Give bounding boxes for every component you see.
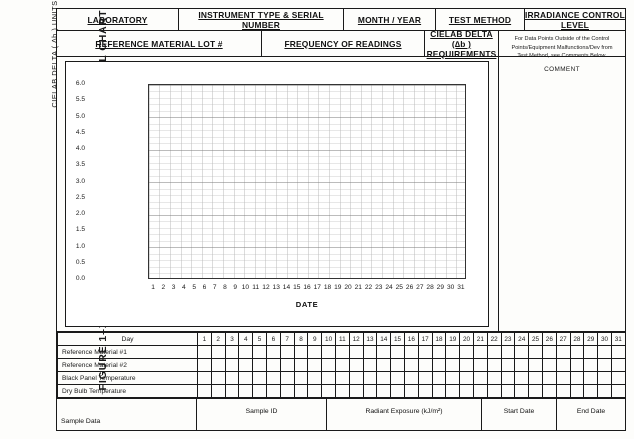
y-tick-5.5: 5.5 bbox=[75, 96, 85, 104]
table-day-15: 15 bbox=[391, 333, 405, 346]
table-cell[interactable] bbox=[280, 346, 294, 359]
table-day-4: 4 bbox=[239, 333, 253, 346]
table-day-25: 25 bbox=[529, 333, 543, 346]
chart-y-axis-label: CIELAB DELTA ( ∆b ) UNITS bbox=[50, 0, 59, 108]
table-cell[interactable] bbox=[473, 385, 487, 398]
table-row bbox=[58, 359, 626, 372]
table-cell[interactable] bbox=[280, 385, 294, 398]
table-cell[interactable] bbox=[363, 372, 377, 385]
table-cell[interactable] bbox=[377, 372, 391, 385]
table-cell[interactable] bbox=[446, 359, 460, 372]
table-cell[interactable] bbox=[460, 359, 474, 372]
header-laboratory-label: LABORATORY bbox=[87, 14, 148, 25]
table-cell[interactable] bbox=[542, 359, 556, 372]
table-day-28: 28 bbox=[570, 333, 584, 346]
x-tick-24: 24 bbox=[385, 284, 393, 291]
y-tick-3.5: 3.5 bbox=[75, 161, 85, 169]
table-cell[interactable] bbox=[266, 346, 280, 359]
table-cell[interactable] bbox=[611, 372, 625, 385]
table-cell[interactable] bbox=[308, 372, 322, 385]
table-cell[interactable] bbox=[432, 385, 446, 398]
table-day-6: 6 bbox=[266, 333, 280, 346]
table-day-12: 12 bbox=[349, 333, 363, 346]
table-cell[interactable] bbox=[211, 385, 225, 398]
table-day-3: 3 bbox=[225, 333, 239, 346]
table-day-23: 23 bbox=[501, 333, 515, 346]
table-cell[interactable] bbox=[253, 346, 267, 359]
table-cell[interactable] bbox=[377, 346, 391, 359]
table-cell[interactable] bbox=[253, 372, 267, 385]
x-tick-17: 17 bbox=[313, 284, 321, 291]
table-cell[interactable] bbox=[294, 346, 308, 359]
table-cell[interactable] bbox=[570, 385, 584, 398]
table-day-29: 29 bbox=[584, 333, 598, 346]
header-laboratory bbox=[57, 9, 179, 30]
table-cell[interactable] bbox=[349, 385, 363, 398]
table-cell[interactable] bbox=[584, 385, 598, 398]
table-cell[interactable] bbox=[515, 346, 529, 359]
x-tick-30: 30 bbox=[446, 284, 455, 291]
table-row-label: Dry Bulb Temperature bbox=[58, 385, 198, 398]
table-cell[interactable] bbox=[239, 372, 253, 385]
footer-start-date[interactable]: Start Date bbox=[482, 399, 557, 430]
table-cell[interactable] bbox=[198, 359, 212, 372]
table-cell[interactable] bbox=[487, 372, 501, 385]
table-row bbox=[58, 372, 626, 385]
table-cell[interactable] bbox=[308, 385, 322, 398]
footer-strip bbox=[57, 398, 625, 430]
x-tick-1: 1 bbox=[151, 284, 155, 291]
table-cell[interactable] bbox=[542, 372, 556, 385]
table-cell[interactable] bbox=[501, 346, 515, 359]
table-cell[interactable] bbox=[239, 346, 253, 359]
comment-box[interactable] bbox=[498, 31, 625, 331]
table-cell[interactable] bbox=[225, 372, 239, 385]
table-cell[interactable] bbox=[349, 359, 363, 372]
y-tick-4.5: 4.5 bbox=[75, 128, 85, 136]
table-cell[interactable] bbox=[460, 385, 474, 398]
table-row-label: Reference Material #2 bbox=[58, 359, 198, 372]
table-day-11: 11 bbox=[335, 333, 349, 346]
table-cell[interactable] bbox=[322, 359, 336, 372]
x-tick-6: 6 bbox=[202, 284, 207, 291]
table-day-17: 17 bbox=[418, 333, 432, 346]
table-cell[interactable] bbox=[515, 372, 529, 385]
table-cell[interactable] bbox=[363, 346, 377, 359]
table-cell[interactable] bbox=[611, 359, 625, 372]
table-header-row bbox=[58, 333, 626, 346]
x-tick-8: 8 bbox=[223, 284, 227, 291]
table-cell[interactable] bbox=[529, 372, 543, 385]
table-cell[interactable] bbox=[584, 372, 598, 385]
table-cell[interactable] bbox=[584, 346, 598, 359]
comment-line-3: Test Method, see Comments Below. bbox=[517, 53, 607, 60]
table-cell[interactable] bbox=[418, 359, 432, 372]
table-cell[interactable] bbox=[391, 359, 405, 372]
table-day-10: 10 bbox=[322, 333, 336, 346]
table-cell[interactable] bbox=[322, 385, 336, 398]
table-cell[interactable] bbox=[487, 385, 501, 398]
table-day-24: 24 bbox=[515, 333, 529, 346]
x-tick-31: 31 bbox=[457, 284, 465, 291]
x-tick-29: 29 bbox=[436, 284, 445, 291]
table-cell[interactable] bbox=[446, 385, 460, 398]
table-day-22: 22 bbox=[487, 333, 501, 346]
table-row-label: Reference Material #1 bbox=[58, 346, 198, 359]
table-cell[interactable] bbox=[598, 346, 612, 359]
table-day-20: 20 bbox=[460, 333, 474, 346]
chart-x-axis-label: DATE bbox=[295, 300, 319, 309]
table-cell[interactable] bbox=[460, 372, 474, 385]
y-tick-1.5: 1.5 bbox=[75, 226, 85, 234]
table-day-13: 13 bbox=[363, 333, 377, 346]
table-cell[interactable] bbox=[570, 372, 584, 385]
table-day-26: 26 bbox=[542, 333, 556, 346]
table-cell[interactable] bbox=[460, 346, 474, 359]
table-row bbox=[58, 346, 626, 359]
x-tick-5: 5 bbox=[192, 284, 196, 291]
table-day-31: 31 bbox=[611, 333, 625, 346]
table-cell[interactable] bbox=[335, 385, 349, 398]
table-row-label: Black Panel Temperature bbox=[58, 372, 198, 385]
table-cell[interactable] bbox=[570, 359, 584, 372]
table-cell[interactable] bbox=[432, 346, 446, 359]
header-test-method bbox=[436, 9, 525, 30]
table-day-2: 2 bbox=[211, 333, 225, 346]
table-cell[interactable] bbox=[446, 372, 460, 385]
table-cell[interactable] bbox=[239, 385, 253, 398]
table-cell[interactable] bbox=[529, 346, 543, 359]
chart-gridlines bbox=[149, 85, 465, 278]
table-cell[interactable] bbox=[611, 346, 625, 359]
table-cell[interactable] bbox=[473, 359, 487, 372]
table-cell[interactable] bbox=[294, 372, 308, 385]
table-cell[interactable] bbox=[529, 385, 543, 398]
table-day-5: 5 bbox=[253, 333, 267, 346]
table-cell[interactable] bbox=[570, 346, 584, 359]
table-cell[interactable] bbox=[404, 359, 418, 372]
header-row-1 bbox=[57, 9, 625, 31]
table-cell[interactable] bbox=[404, 372, 418, 385]
table-cell[interactable] bbox=[363, 359, 377, 372]
y-tick-1.0: 1.0 bbox=[75, 242, 85, 250]
x-tick-16: 16 bbox=[303, 284, 311, 291]
table-row bbox=[58, 385, 626, 398]
x-tick-19: 19 bbox=[334, 284, 342, 291]
table-day-header: Day bbox=[58, 333, 198, 346]
table-cell[interactable] bbox=[266, 372, 280, 385]
x-tick-4: 4 bbox=[182, 284, 186, 291]
x-tick-21: 21 bbox=[354, 284, 362, 291]
table-cell[interactable] bbox=[363, 385, 377, 398]
table-day-1: 1 bbox=[198, 333, 212, 346]
table-cell[interactable] bbox=[473, 372, 487, 385]
form-frame bbox=[50, 0, 626, 431]
y-tick-4.0: 4.0 bbox=[75, 145, 85, 152]
table-cell[interactable] bbox=[377, 359, 391, 372]
table-day-16: 16 bbox=[404, 333, 418, 346]
data-table bbox=[57, 332, 626, 398]
table-cell[interactable] bbox=[391, 346, 405, 359]
header-ref-lot-label: REFERENCE MATERIAL LOT # bbox=[95, 38, 223, 49]
table-cell[interactable] bbox=[584, 359, 598, 372]
table-day-30: 30 bbox=[598, 333, 612, 346]
table-cell[interactable] bbox=[349, 372, 363, 385]
table-day-14: 14 bbox=[377, 333, 391, 346]
table-cell[interactable] bbox=[391, 385, 405, 398]
table-cell[interactable] bbox=[239, 359, 253, 372]
x-tick-27: 27 bbox=[416, 284, 424, 291]
x-tick-22: 22 bbox=[364, 284, 373, 291]
x-tick-15: 15 bbox=[293, 284, 301, 291]
table-cell[interactable] bbox=[515, 385, 529, 398]
table-cell[interactable] bbox=[253, 359, 267, 372]
table-cell[interactable] bbox=[211, 359, 225, 372]
x-tick-18: 18 bbox=[323, 284, 332, 291]
table-cell[interactable] bbox=[404, 385, 418, 398]
table-cell[interactable] bbox=[418, 372, 432, 385]
table-day-27: 27 bbox=[556, 333, 570, 346]
table-cell[interactable] bbox=[611, 385, 625, 398]
header-reference-material-lot bbox=[57, 31, 262, 56]
header-test-method-label: TEST METHOD bbox=[448, 14, 512, 25]
x-tick-25: 25 bbox=[395, 284, 403, 291]
header-month-year-label: MONTH / YEAR bbox=[357, 14, 422, 25]
table-cell[interactable] bbox=[598, 359, 612, 372]
x-tick-7: 7 bbox=[212, 284, 217, 291]
table-cell[interactable] bbox=[432, 359, 446, 372]
comment-line-2: Points/Equipment Malfunctions/Dev from bbox=[511, 44, 613, 51]
table-cell[interactable] bbox=[377, 385, 391, 398]
table-cell[interactable] bbox=[308, 359, 322, 372]
header-month-year bbox=[344, 9, 436, 30]
x-tick-12: 12 bbox=[262, 284, 270, 291]
table-cell[interactable] bbox=[280, 359, 294, 372]
table-cell[interactable] bbox=[308, 346, 322, 359]
table-cell[interactable] bbox=[501, 359, 515, 372]
header-instrument bbox=[179, 9, 344, 30]
table-cell[interactable] bbox=[253, 385, 267, 398]
footer-radiant-exposure[interactable]: Radiant Exposure (kJ/m²) bbox=[327, 399, 482, 430]
table-cell[interactable] bbox=[487, 359, 501, 372]
header-cielab-delta-requirements bbox=[425, 28, 498, 59]
table-cell[interactable] bbox=[391, 372, 405, 385]
table-cell[interactable] bbox=[556, 385, 570, 398]
data-table-region bbox=[57, 331, 625, 430]
table-cell[interactable] bbox=[322, 372, 336, 385]
table-cell[interactable] bbox=[556, 359, 570, 372]
table-cell[interactable] bbox=[198, 385, 212, 398]
table-cell[interactable] bbox=[322, 346, 336, 359]
table-cell[interactable] bbox=[198, 346, 212, 359]
header-instrument-label: INSTRUMENT TYPE & SERIAL NUMBER bbox=[198, 9, 324, 30]
table-cell[interactable] bbox=[446, 346, 460, 359]
table-cell[interactable] bbox=[266, 359, 280, 372]
x-tick-28: 28 bbox=[426, 284, 434, 291]
y-tick-3.0: 3.0 bbox=[75, 177, 85, 185]
table-cell[interactable] bbox=[487, 346, 501, 359]
header-frequency-label: FREQUENCY OF READINGS bbox=[284, 38, 402, 49]
table-cell[interactable] bbox=[501, 372, 515, 385]
header-irradiance-label: IRRADIANCE CONTROL LEVEL bbox=[525, 9, 625, 30]
table-cell[interactable] bbox=[335, 359, 349, 372]
x-tick-10: 10 bbox=[241, 284, 250, 291]
y-tick-6.0: 6.0 bbox=[75, 80, 85, 87]
table-cell[interactable] bbox=[515, 359, 529, 372]
x-tick-11: 11 bbox=[252, 284, 260, 291]
sample-data-label: Sample Data bbox=[57, 399, 197, 430]
footer-end-date[interactable]: End Date bbox=[576, 408, 606, 415]
y-tick-0.5: 0.5 bbox=[75, 258, 85, 266]
table-cell[interactable] bbox=[404, 346, 418, 359]
table-cell[interactable] bbox=[294, 385, 308, 398]
y-tick-2.0: 2.0 bbox=[75, 210, 85, 217]
header-irradiance-control-level bbox=[525, 9, 625, 30]
table-cell[interactable] bbox=[280, 372, 294, 385]
table-cell[interactable] bbox=[198, 372, 212, 385]
y-tick-2.5: 2.5 bbox=[75, 193, 85, 201]
table-cell[interactable] bbox=[418, 385, 432, 398]
table-cell[interactable] bbox=[598, 385, 612, 398]
table-cell[interactable] bbox=[335, 346, 349, 359]
header-frequency-of-readings bbox=[262, 31, 425, 56]
table-cell[interactable] bbox=[432, 372, 446, 385]
table-cell[interactable] bbox=[225, 385, 239, 398]
table-cell[interactable] bbox=[542, 385, 556, 398]
table-cell[interactable] bbox=[418, 346, 432, 359]
table-day-21: 21 bbox=[473, 333, 487, 346]
x-tick-26: 26 bbox=[405, 284, 414, 291]
x-tick-23: 23 bbox=[375, 284, 383, 291]
y-tick-5.0: 5.0 bbox=[75, 112, 85, 120]
table-day-9: 9 bbox=[308, 333, 322, 346]
table-cell[interactable] bbox=[598, 372, 612, 385]
table-cell[interactable] bbox=[501, 385, 515, 398]
x-tick-2: 2 bbox=[161, 284, 166, 291]
table-day-7: 7 bbox=[280, 333, 294, 346]
table-cell[interactable] bbox=[211, 372, 225, 385]
header-cielab-label: CIELAB DELTA (∆b ) REQUIREMENTS bbox=[426, 28, 497, 59]
table-cell[interactable] bbox=[335, 372, 349, 385]
table-cell[interactable] bbox=[266, 385, 280, 398]
comment-title: COMMENT bbox=[544, 65, 580, 73]
y-tick-0.0: 0.0 bbox=[75, 275, 85, 282]
table-cell[interactable] bbox=[556, 346, 570, 359]
x-tick-14: 14 bbox=[282, 284, 291, 291]
table-cell[interactable] bbox=[211, 346, 225, 359]
table-cell[interactable] bbox=[349, 346, 363, 359]
table-cell[interactable] bbox=[473, 346, 487, 359]
table-cell[interactable] bbox=[225, 359, 239, 372]
footer-sample-id[interactable]: Sample ID bbox=[197, 399, 327, 430]
x-tick-3: 3 bbox=[171, 284, 176, 291]
comment-line-1: For Data Points Outside of the Control bbox=[514, 36, 610, 42]
table-cell[interactable] bbox=[542, 346, 556, 359]
table-cell[interactable] bbox=[529, 359, 543, 372]
x-tick-9: 9 bbox=[233, 284, 238, 291]
x-tick-20: 20 bbox=[344, 284, 352, 291]
table-day-18: 18 bbox=[432, 333, 446, 346]
table-cell[interactable] bbox=[556, 372, 570, 385]
chart-plot-area bbox=[148, 84, 466, 279]
table-day-19: 19 bbox=[446, 333, 460, 346]
table-cell[interactable] bbox=[294, 359, 308, 372]
x-tick-13: 13 bbox=[272, 284, 280, 291]
table-cell[interactable] bbox=[225, 346, 239, 359]
table-day-8: 8 bbox=[294, 333, 308, 346]
